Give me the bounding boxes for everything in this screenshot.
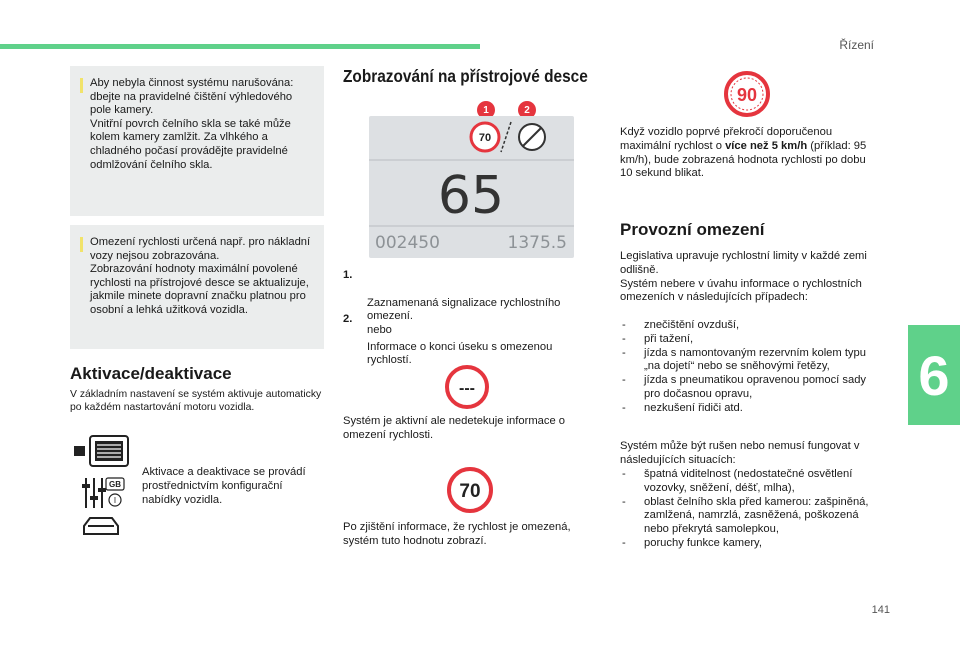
page-number: 141: [871, 604, 890, 616]
gb-label: GB: [109, 480, 121, 489]
active-text: Systém je aktivní ale nedetekuje informace o omezení rychlosti.: [343, 415, 566, 441]
dashboard-title: Zobrazování na přístrojové desce: [343, 66, 588, 86]
exceed-bold: více než 5 km/h: [725, 139, 808, 152]
fail-list: [620, 468, 882, 551]
callout-badge-2: 2: [518, 101, 536, 119]
header-accent-bar: [0, 44, 480, 49]
item-number: 1.: [343, 269, 353, 281]
info-label: I: [113, 496, 117, 505]
exceed-text: [620, 126, 878, 181]
sign-70-label: 70: [459, 481, 481, 502]
activation-body: Aktivace a deaktivace se provádí prostřednictvím konfigurační nabídky vozidla.: [142, 466, 306, 506]
list-item: - znečištění ovzduší,: [620, 319, 878, 333]
section-title: Řízení: [839, 38, 874, 52]
activation-title: Aktivace/deaktivace: [70, 364, 232, 383]
sign-90-label: 90: [736, 85, 758, 105]
limits-title: Provozní omezení: [620, 220, 765, 239]
exceed-pre: Když vozidlo poprvé překročí doporučenou maximální rychlost o: [620, 126, 833, 152]
list-item: - oblast čelního skla před kamerou: zašpiněná, zamlžená, namrzlá, zasněžená, poškozená nebo překrytá samolepkou,: [620, 496, 882, 537]
list-item: - poruchy funkce kamery,: [620, 537, 882, 551]
screen-small-icon: [74, 446, 85, 456]
list-item: - jízda s namontovaným rezervním kolem typu „na dojetí“ nebo se sněhovými řetězy,: [620, 347, 878, 375]
car-icon: [84, 518, 118, 534]
item-text: Informace o konci úseku s omezenou rychlostí.: [367, 340, 553, 367]
item-text: Zaznamenaná signalizace rychlostního omezení. nebo: [367, 296, 561, 337]
no-limit-sign-icon: [444, 364, 490, 410]
speed-sign-90-icon: [723, 70, 771, 118]
limits-intro: Legislativa upravuje rychlostní limity v každé zemi odlišně. Systém nebere v úvahu informace o rychlostních omezeních v následujících případech:: [620, 250, 867, 304]
callout-badge-1: 1: [477, 101, 495, 119]
list-item: - jízda s pneumatikou opravenou pomocí sady pro dočasnou opravu,: [620, 374, 878, 402]
no-limit-label: ---: [459, 380, 475, 397]
end-of-limit-sign-icon: [519, 124, 545, 150]
note-camera: Aby nebyla činnost systému narušována: dbejte na pravidelné čištění výhledového pole kamery. Vnitřní povrch čelního skla se také může kolem kamery zamlžit. Za vlhkého a chladného počasí provádějte pravidelné odmlžování čelního skla.: [70, 66, 324, 216]
item-number: 2.: [343, 313, 353, 325]
note-limits: Omezení rychlosti určená např. pro nákladní vozy nejsou zobrazována. Zobrazování hodnoty maximální povolené rychlosti na přístrojové desce se aktualizuje, jakmile minete dopravní značku platnou pro osobní a lehká užitková vozidla.: [70, 225, 324, 349]
vehicle-settings-icons: [72, 434, 132, 542]
cluster-odometer: 002450: [375, 233, 440, 253]
equalizer-icon: [86, 478, 102, 508]
exceed-post: (příklad: 95 km/h), bude zobrazená hodnota rychlosti po dobu 10 sekund blikat.: [620, 139, 867, 180]
instrument-cluster: [369, 116, 574, 258]
list-item: - při tažení,: [620, 333, 878, 347]
list-item: - nezkušení řidiči atd.: [620, 402, 878, 416]
activation-intro: V základním nastavení se systém aktivuje automaticky po každém nastartování motoru vozidla.: [70, 389, 322, 413]
cluster-trip: 1375.5: [507, 233, 567, 253]
list-item: - špatná viditelnost (nedostatečné osvětlení vozovky, sněžení, déšť, mlha),: [620, 468, 882, 496]
limits-list: [620, 319, 878, 416]
chapter-tab: 6: [908, 325, 960, 425]
cluster-limit-value: 70: [478, 132, 492, 144]
speed-limit-sign-icon: [471, 123, 499, 151]
fail-intro: Systém může být rušen nebo nemusí fungovat v následujících situacích:: [620, 440, 860, 466]
speed-sign-70-icon: [446, 466, 494, 514]
detected-text: Po zjištění informace, že rychlost je omezená, systém tuto hodnotu zobrazí.: [343, 521, 571, 547]
cluster-speed: 65: [437, 166, 505, 226]
